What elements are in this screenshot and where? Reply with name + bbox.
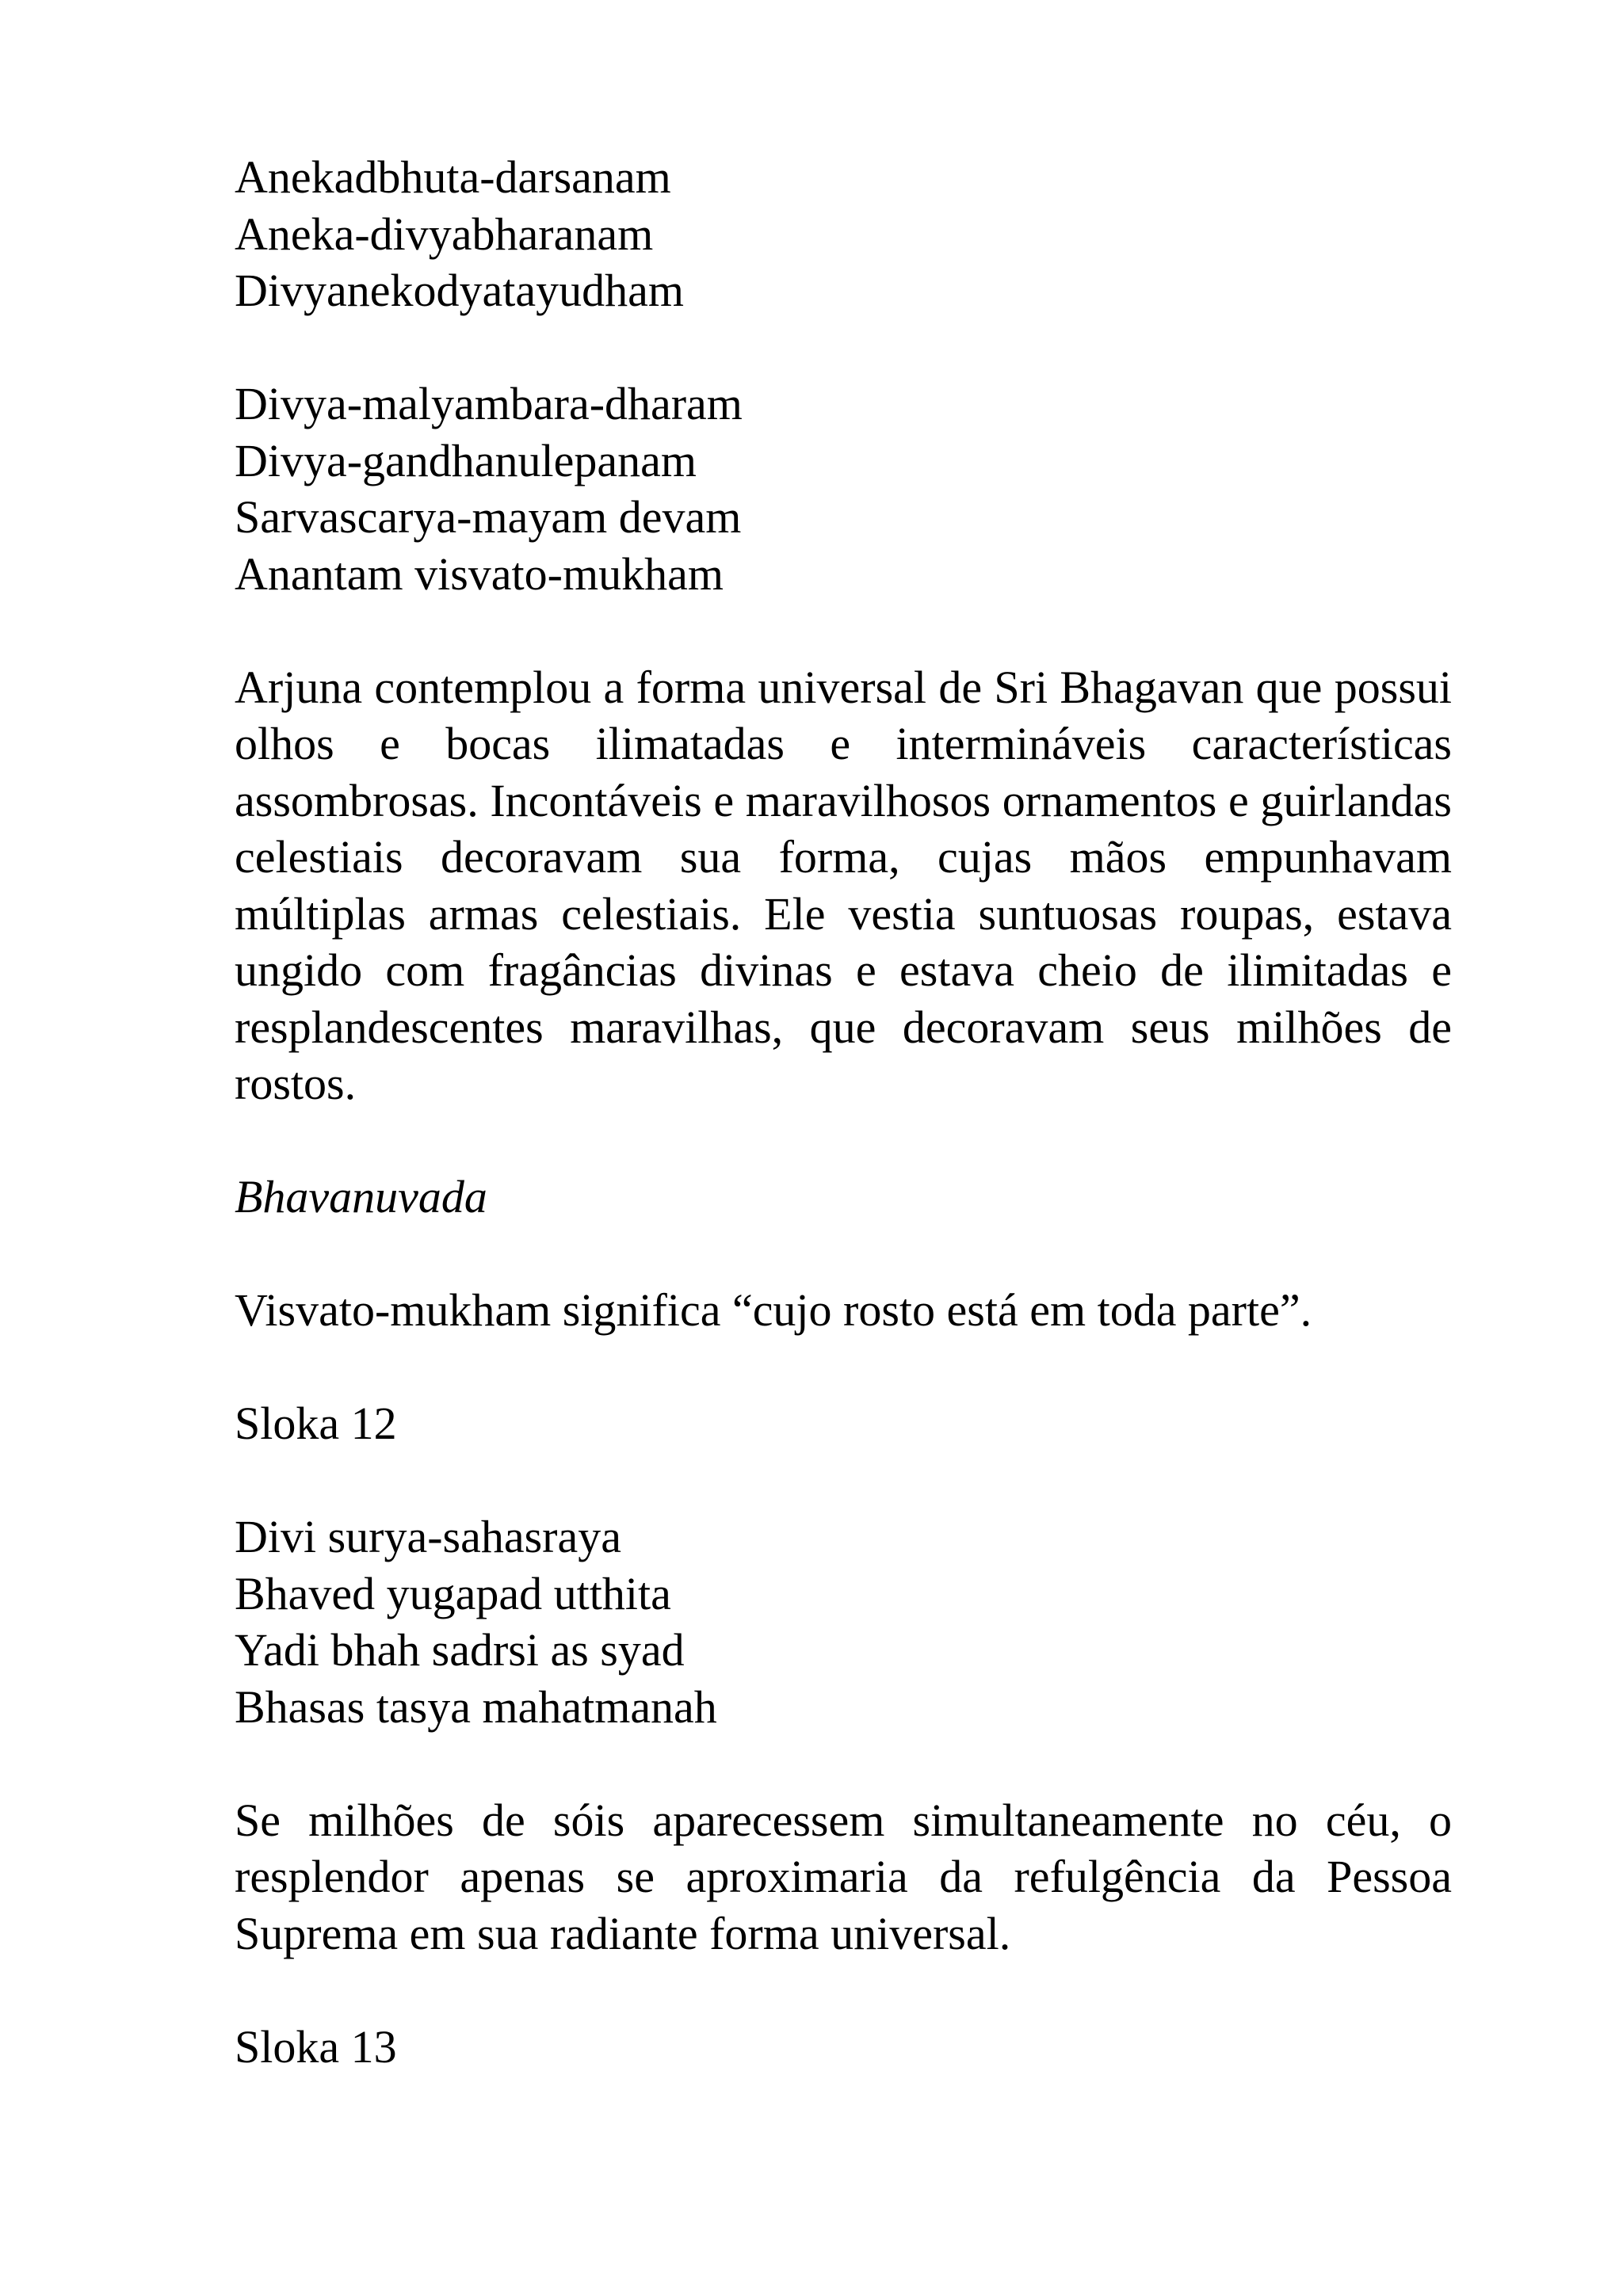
verse-line: Aneka-divyabharanam <box>235 208 654 260</box>
verse-stanza-3 <box>235 1508 1452 1735</box>
verse-line: Sarvascarya-mayam devam <box>235 491 742 543</box>
verse-stanza-1 <box>235 149 1452 319</box>
sloka-12-heading: Sloka 12 <box>235 1398 397 1449</box>
verse-line: Yadi bhah sadrsi as syad <box>235 1624 685 1676</box>
commentary-heading: Bhavanuvada <box>235 1171 487 1222</box>
verse-line: Bhasas tasya mahatmanah <box>235 1680 717 1733</box>
verse-line: Divya-gandhanulepanam <box>235 434 697 486</box>
sloka-13-heading: Sloka 13 <box>235 2020 397 2073</box>
translation-paragraph-2: Se milhões de sóis aparecessem simultaneamente no céu, o resplendor apenas se aproximaria da refulgência da Pessoa Suprema em sua radiante forma universal. <box>235 1794 1452 1959</box>
verse-line: Bhaved yugapad utthita <box>235 1567 671 1619</box>
page-content <box>235 149 1452 2132</box>
verse-line: Anantam visvato-mukham <box>235 547 724 600</box>
verse-line: Divya-malyambara-dharam <box>235 378 743 429</box>
translation-paragraph-1: Arjuna contemplou a forma universal de Sri Bhagavan que possui olhos e bocas ilimatadas e intermináveis características assombrosas. Incontáveis e maravilhosos ornamentos e guirlandas celestiais decoravam sua forma, cujas mãos empunhavam múltiplas armas celestiais. Ele vestia suntuosas roupas, estava ungido com fragâncias divinas e estava cheio de ilimitadas e resplandescentes maravilhas, que decoravam seus milhões de rostos. <box>235 661 1452 1109</box>
verse-line: Divyanekodyatayudham <box>235 265 684 316</box>
verse-line: Divi surya-sahasraya <box>235 1511 621 1562</box>
verse-stanza-2 <box>235 376 1452 602</box>
commentary-paragraph: Visvato-mukham significa “cujo rosto está em toda parte”. <box>235 1284 1312 1336</box>
verse-line: Anekadbhuta-darsanam <box>235 151 671 203</box>
